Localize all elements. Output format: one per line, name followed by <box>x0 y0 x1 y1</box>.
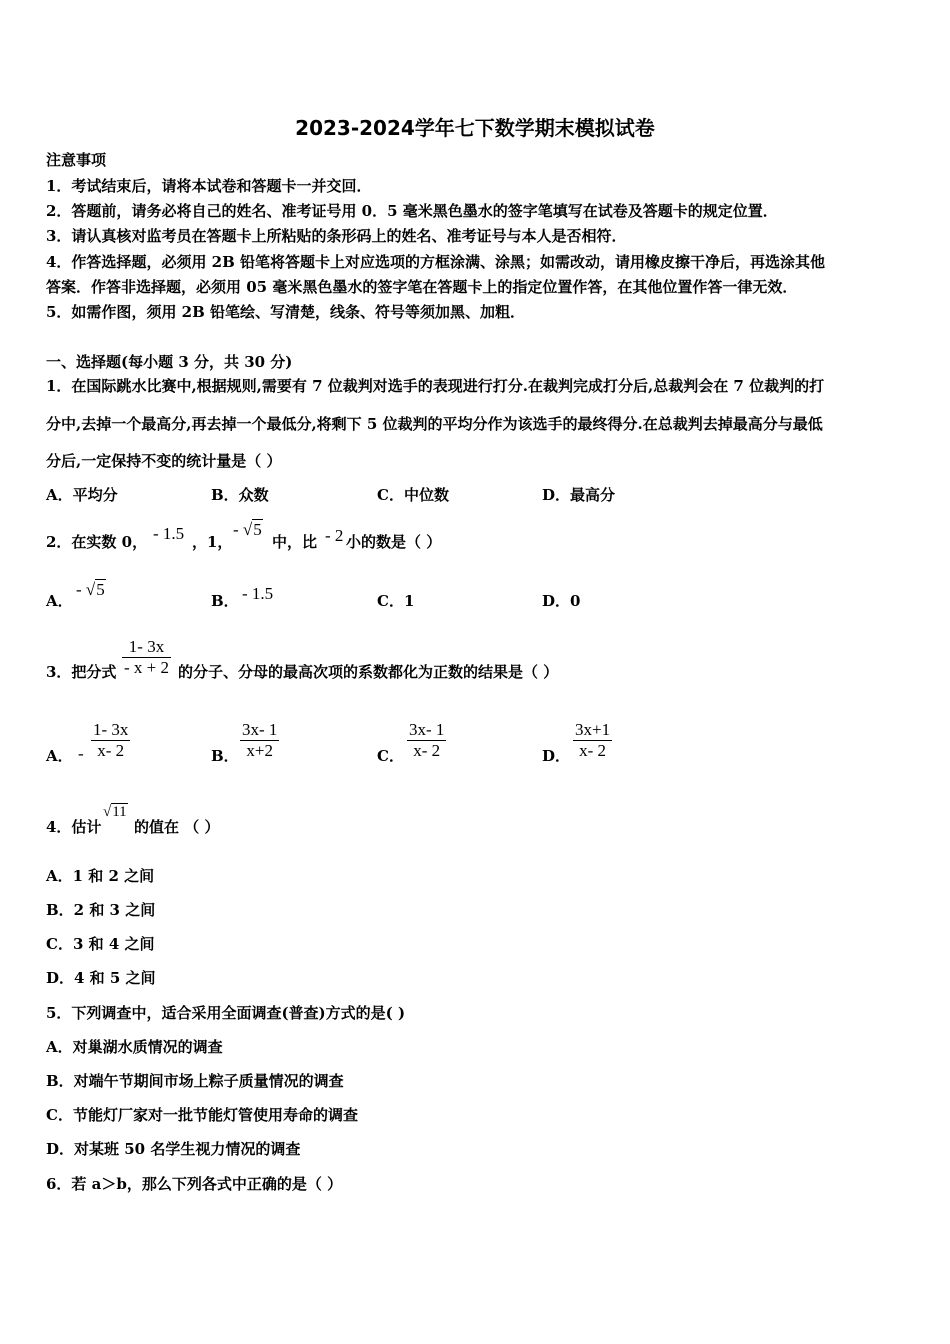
notice-item: 3．请认真核对监考员在答题卡上所粘贴的条形码上的姓名、准考证号与本人是否相符． <box>46 227 627 245</box>
q2-option-c: C．1 <box>377 592 415 610</box>
q3-option-c-numerator: 3x- 1 <box>409 720 445 739</box>
q3-option-c-label: C． <box>377 747 404 765</box>
q3-option-d-label: D． <box>542 747 571 765</box>
q2-math-neg-sqrt5: - √5 <box>233 520 262 539</box>
q3-stem-a: 3．把分式 <box>46 663 117 681</box>
q3-option-b-denominator: x+2 <box>246 741 273 760</box>
q1-option-b: B．众数 <box>211 486 269 504</box>
q3-option-d-fraction <box>573 720 612 761</box>
q2-stem-b: ，1， <box>192 533 233 551</box>
section-heading: 一、选择题(每小题 3 分，共 30 分) <box>46 353 293 371</box>
q4-math-sqrt11: √11 <box>103 804 127 820</box>
q1-stem-line: 分后,一定保持不变的统计量是（ ） <box>46 452 282 470</box>
q2-radicand: 5 <box>253 520 262 539</box>
q3-stem-b: 的分子、分母的最高次项的系数都化为正数的结果是（ ） <box>178 663 559 681</box>
q3-fraction <box>122 637 171 678</box>
notice-item: 答案．作答非选择题，必须用 05 毫米黑色墨水的签字笔在答题卡上的指定位置作答，在其他位置作答一律无效． <box>46 278 798 296</box>
q2-math-neg-1-5: - 1.5 <box>153 524 185 543</box>
q5-option-a: A．对巢湖水质情况的调查 <box>46 1038 223 1056</box>
q3-option-c-fraction <box>407 720 446 761</box>
q2-option-b-math: - 1.5 <box>242 584 274 603</box>
notice-item: 2．答题前，请务必将自己的姓名、准考证号用 0．5 毫米黑色墨水的签字笔填写在试卷及答题卡的规定位置． <box>46 202 778 220</box>
q2-option-d: D．0 <box>542 592 581 610</box>
q2-option-a-label: A． <box>46 592 73 610</box>
q5-option-b: B．对端午节期间市场上粽子质量情况的调查 <box>46 1072 344 1090</box>
q3-option-a-label: A． <box>46 747 73 765</box>
notice-item: 4．作答选择题，必须用 2B 铅笔将答题卡上对应选项的方框涂满、涂黑；如需改动，请用橡皮擦干净后，再选涂其他 <box>46 253 826 271</box>
q2-sign: - <box>233 520 239 539</box>
notice-heading: 注意事项 <box>46 151 107 169</box>
q2-opt-a-radicand: 5 <box>96 580 105 599</box>
q3-denominator: - x + 2 <box>124 658 169 677</box>
q4-option-d: D．4 和 5 之间 <box>46 969 156 987</box>
q2-option-b-label: B． <box>211 592 239 610</box>
q1-option-a: A．平均分 <box>46 486 118 504</box>
q3-option-b-label: B． <box>211 747 239 765</box>
q2-stem-a: 2．在实数 0， <box>46 533 148 551</box>
q1-option-c: C．中位数 <box>377 486 449 504</box>
q4-option-c: C．3 和 4 之间 <box>46 935 155 953</box>
q2-option-a-math: - √5 <box>76 580 105 599</box>
q3-option-d-numerator: 3x+1 <box>575 720 611 739</box>
page-title: 2023-2024学年七下数学期末模拟试卷 <box>295 116 655 140</box>
q3-option-a-denominator: x- 2 <box>97 741 125 760</box>
q6-stem: 6．若 a＞b，那么下列各式中正确的是（ ） <box>46 1175 343 1193</box>
q1-stem-line: 1．在国际跳水比赛中,根据规则,需要有 7 位裁判对选手的表现进行打分.在裁判完成打分后,总裁判会在 7 位裁判的打 <box>46 377 825 395</box>
q1-stem-line: 分中,去掉一个最高分,再去掉一个最低分,将剩下 5 位裁判的平均分作为该选手的最终得分.在总裁判去掉最高分与最低 <box>46 415 823 433</box>
q3-option-b-numerator: 3x- 1 <box>242 720 278 739</box>
q3-option-c-denominator: x- 2 <box>413 741 441 760</box>
q2-stem-c: 中，比 <box>272 533 318 551</box>
q3-option-a-fraction <box>91 720 130 761</box>
q2-opt-a-sign: - <box>76 580 82 599</box>
notice-item: 5．如需作图，须用 2B 铅笔绘、写清楚，线条、符号等须加黑、加粗． <box>46 303 525 321</box>
notice-item: 1．考试结束后，请将本试卷和答题卡一并交回． <box>46 177 372 195</box>
q3-option-d-denominator: x- 2 <box>579 741 606 760</box>
q3-option-b-fraction <box>240 720 279 761</box>
q5-stem: 5．下列调查中，适合采用全面调查(普查)方式的是( ) <box>46 1004 406 1022</box>
q4-option-a: A．1 和 2 之间 <box>46 867 155 885</box>
q1-option-d: D．最高分 <box>542 486 616 504</box>
q5-option-d: D．对某班 50 名学生视力情况的调查 <box>46 1140 301 1158</box>
q5-option-c: C．节能灯厂家对一批节能灯管使用寿命的调查 <box>46 1106 358 1124</box>
q2-math-neg-2: - 2 <box>325 526 344 545</box>
q2-stem-d: 小的数是（ ） <box>346 533 442 551</box>
q3-option-a-sign: - <box>78 744 84 763</box>
q3-numerator: 1- 3x <box>128 637 165 656</box>
q3-option-a-numerator: 1- 3x <box>93 720 129 739</box>
q4-stem-a: 4．估计 <box>46 818 102 836</box>
q4-option-b: B．2 和 3 之间 <box>46 901 156 919</box>
q4-radicand: 11 <box>112 804 127 820</box>
q4-stem-b: 的值在 （ ） <box>134 818 220 836</box>
